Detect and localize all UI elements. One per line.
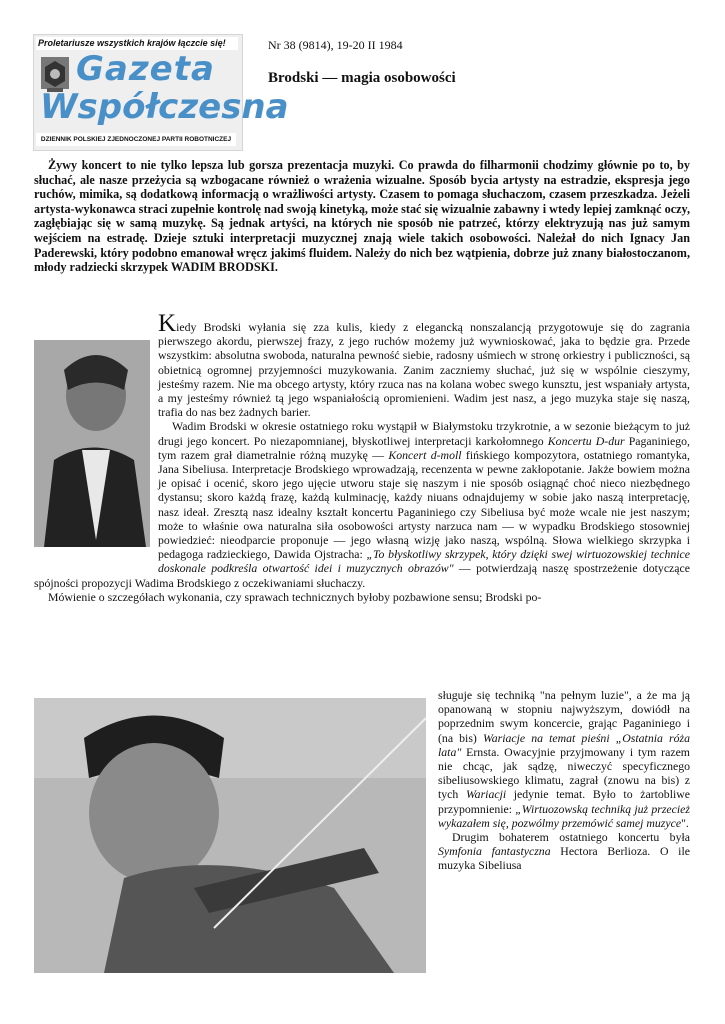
issue-line: Nr 38 (9814), 19-20 II 1984 [268,38,403,52]
paragraph-3-work-title-1: Wariacje na temat pieśni „Ostatnia róża lata" [438,730,690,759]
paragraph-3-cont [438,688,690,830]
paragraph-2-part-b: Paganiniego, tym razem grał diametralnie różną muzykę — [158,433,690,462]
masthead-title-line1: Gazeta [76,49,215,89]
lead-paragraph: Żywy koncert to nie tylko lepsza lub gorsza prezentacja muzyki. Co prawda do filharmonii chodzimy głównie po to, by słuchać, ale nasze przeżycia są wzbogacane również o wrażenia wizualne. Sposób bycia artysty na estradzie, ekspresja jego ruchów, mimika, są dodatkową informacją o wrażliwości artysty. Czasem to pomaga słuchaczom, czasem przeszkadza. Jeżeli artysta-wykonawca straci zupełnie kontrolę nad swoją kinetyką, może stać się wizualnie zabawny i wtedy lepiej zamknąć oczy, zagłębiając się w samą muzykę. Są jednak artyści, na których nie sposób nie patrzeć, którzy elektryzują nas już samym wejściem na estradę. Dzieje sztuki interpretacji muzycznej znają wiele takich osobowości. Należał do nich Ignacy Jan Paderewski, który podobno emanował wręcz jakimś fluidem. Należy do nich bez wątpienia, dobrze już znany białostoczanom, młody radziecki skrzypek WADIM BRODSKI. [34,158,690,275]
paragraph-1-text: iedy Brodski wyłania się zza kulis, kiedy z elegancką nonszalancją przygotowuje się do zagrania pierwszego akordu, pierwszej frazy, z jego ruchów możemy już wywnioskować, jaka to będzie gra. Przede wszystkim: absolutna swoboda, naturalna pewność siebie, radosny uśmiech w stronę orkiestry i publiczności, są obietnicą ogromnej przyjemności muzykowania. Zanim zaczniemy słuchać, już się w wspólnie cieszymy, jesteśmy razem. Nie ma obcego artysty, który rzuca nas na kolana wobec swego kunsztu, jest wspaniały artysta, a my jesteśmy również tą jego wspaniałością opromienieni. Wadim jest nasz, a jego muzyka staje się naszą, trafia do nas bez żadnych barier. [158,320,690,420]
paragraph-3-part-b: Ernsta. Owacyjnie przyjmowany i tym razem nie chcąc, jak sądzę, niweczyć specyficznego sibeliusowskiego klimatu, zagrał (znowu na bis) z tych [438,744,690,802]
paragraph-3-work-title-2: Wariacji [465,787,507,802]
violinist-photo [34,698,426,973]
brodski-quote: „Wirtuozowską techniką już przecież wykazałem się, pozwólmy przemówić samej muzyce [438,801,690,830]
paragraph-3-end: ". [681,815,689,830]
drop-cap: K [158,310,177,337]
masthead-slogan: Proletariusze wszystkich krajów łączcie się! [36,37,238,50]
paragraph-4-work-title: Symfonia fantastyczna [438,844,551,859]
article-body-right-column [438,688,690,873]
paragraph-2-work-title-1: Koncertu D-dur [547,433,625,448]
article-body-upper [34,310,690,604]
paragraph-3-part-a: sługuje się techniką "na pełnym luzie", a że ma ją opanowaną w stopniu najwyższym, dowiódł na poprzednim swym koncercie, grając Paganiniego i (na bis) [438,688,690,745]
paragraph-4-part-b: Hectora Berlioza. O ile muzyka Sibeliusa [438,844,690,873]
paragraph-2-work-title-2: Koncert d-moll [388,447,462,462]
newspaper-masthead [33,34,289,151]
paragraph-3-head: Mówienie o szczegółach wykonania, czy sprawach technicznych byłoby pozbawione sensu; Brodski po- [48,589,542,604]
paragraph-2-part-c: fińskiego kompozytora, ostatniego romantyka, Jana Sibeliusa. Interpretacje Brodskiego wprowadzają, recenzenta w pewne zakłopotanie. Jakże bowiem można je opisać i ocenić, skoro jego ujęcie utworu staje się naszym i nie sposób osiągnąć choć nieco niezbędnego dystansu; skoro każdą frazę, każdą kulminację, każdy niuans odnajdujemy w sobie jako naszą interpretację, nasz ideał. Zresztą nasz idealny kształt koncertu Paganiniego czy Sibeliusa być może wcale nie jest naszym; może to właśnie owa naturalna siła osobowości artysty narzuca nam — w wypadku Brodskiego stosowniej powiedzieć: nieodparcie proponuje — jego własną wizję jako naszą, wspólną. Słowa wielkiego skrzypka i pedagoga radzieckiego, Dawida Ojstracha: [158,447,690,562]
paragraph-4 [438,830,690,873]
ojstrach-quote: „To błyskotliwy skrzypek, który dzięki swej wirtuozowskiej technice doskonale podkreśla otwartość idei i muzycznych obrazów" [158,547,690,576]
paragraph-3-part-c: jedynie temat. Było to żartobliwe przypomnienie: [438,787,690,816]
masthead-subtitle: DZIENNIK POLSKIEJ ZJEDNOCZONEJ PARTII ROBOTNICZEJ [36,133,236,146]
portrait-spacer [34,340,158,562]
paragraph-2-part-a: Wadim Brodski w okresie ostatniego roku wystąpił w Białymstoku trzykrotnie, a w sezonie bieżącym to już drugi jego koncert. Po niezapomnianej, błyskotliwej interpretacji karkołomnego [158,419,690,448]
paragraph-2-part-d: — potwierdzają naszę spostrzeżenie dotyczące spójności propozycji Wadima Brodskiego z oczekiwaniami słuchaczy. [34,561,690,590]
article-headline: Brodski — magia osobowości [268,70,456,86]
masthead-title-line2: Współczesna [40,87,289,127]
violinist-photo-icon [34,698,426,973]
paragraph-4-part-a: Drugim bohaterem ostatniego koncertu była [452,830,690,845]
